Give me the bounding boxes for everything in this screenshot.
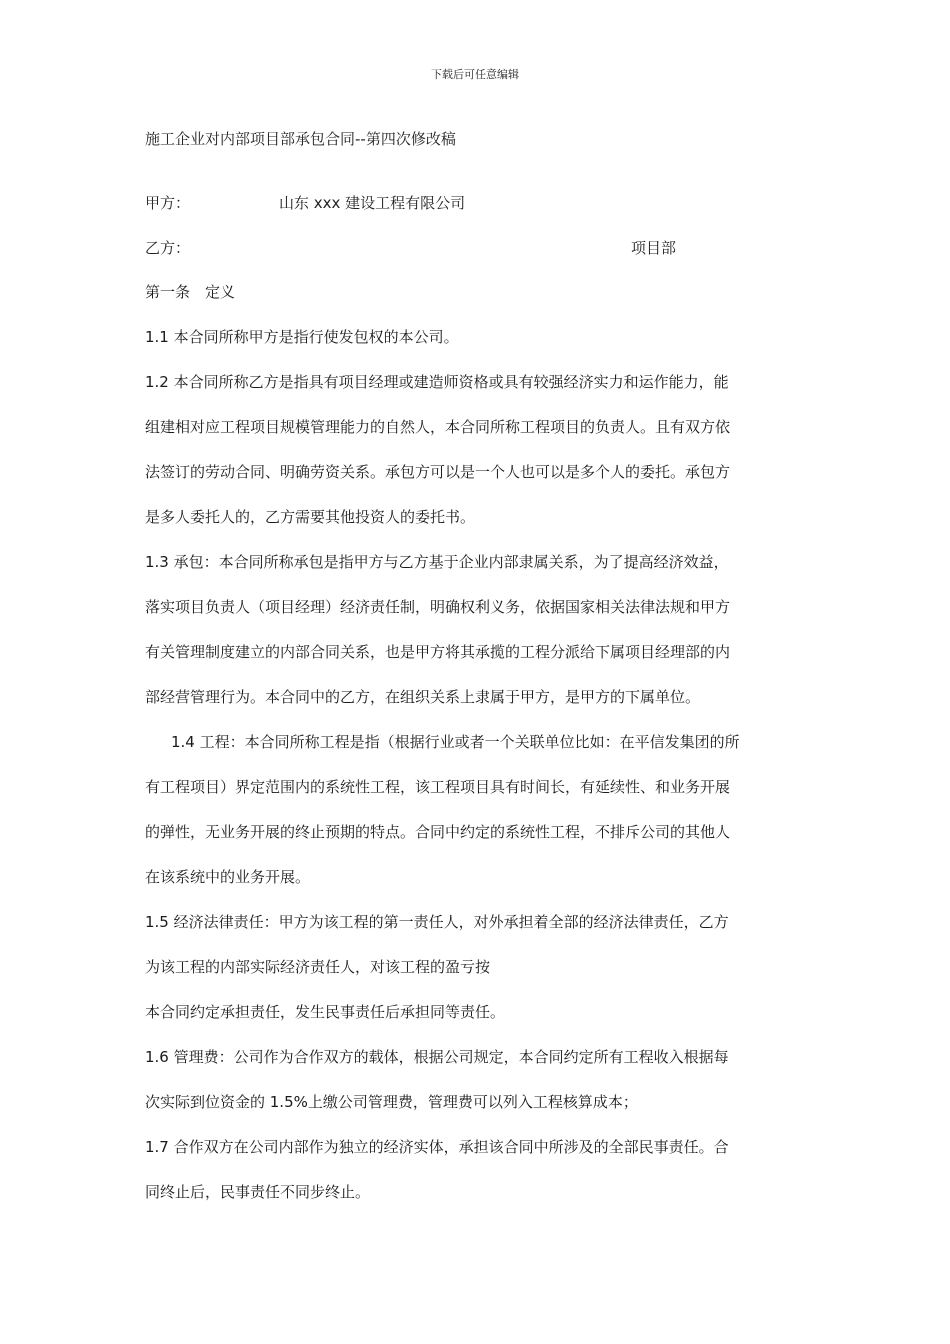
party-b-value: 项目部 [631, 239, 677, 257]
clause-line: 法签订的劳动合同、明确劳资关系。承包方可以是一个人也可以是多个人的委托。承包方 [145, 463, 731, 481]
clause-line: 有工程项目）界定范围内的系统性工程，该工程项目具有时间长，有延续性、和业务开展 [145, 778, 731, 796]
clause-line: 有关管理制度建立的内部合同关系，也是甲方将其承揽的工程分派给下属项目经理部的内 [145, 643, 731, 661]
clause-line: 组建相对应工程项目规模管理能力的自然人，本合同所称工程项目的负责人。且有双方依 [145, 418, 731, 436]
party-b-label: 乙方： [145, 239, 191, 257]
clause-line: 为该工程的内部实际经济责任人，对该工程的盈亏按 [145, 958, 491, 976]
clause-line: 部经营管理行为。本合同中的乙方，在组织关系上隶属于甲方，是甲方的下属单位。 [145, 688, 701, 706]
clause-line: 1.1 本合同所称甲方是指行使发包权的本公司。 [145, 328, 459, 346]
clause-line: 1.4 工程：本合同所称工程是指（根据行业或者一个关联单位比如：在平信发集团的所 [171, 733, 740, 751]
clause-line: 是多人委托人的，乙方需要其他投资人的委托书。 [145, 508, 476, 526]
clause-line: 次实际到位资金的 1.5%上缴公司管理费，管理费可以列入工程核算成本； [145, 1093, 638, 1111]
clause-line: 1.6 管理费：公司作为合作双方的载体，根据公司规定，本合同约定所有工程收入根据每 [145, 1048, 729, 1066]
clause-line: 1.7 合作双方在公司内部作为独立的经济实体，承担该合同中所涉及的全部民事责任。合 [145, 1138, 729, 1156]
clause-line: 1.3 承包：本合同所称承包是指甲方与乙方基于企业内部隶属关系，为了提高经济效益， [145, 553, 729, 571]
clause-line: 1.5 经济法律责任：甲方为该工程的第一责任人，对外承担着全部的经济法律责任，乙方 [145, 913, 729, 931]
clause-line: 落实项目负责人（项目经理）经济责任制，明确权利义务，依据国家相关法律法规和甲方 [145, 598, 731, 616]
article-heading: 第一条 定义 [145, 283, 236, 301]
clause-line: 本合同约定承担责任，发生民事责任后承担同等责任。 [145, 1003, 506, 1021]
contract-body [145, 270, 807, 1215]
party-a-value: 山东 xxx 建设工程有限公司 [279, 194, 466, 212]
party-a-label: 甲方： [145, 194, 191, 212]
clause-line: 1.2 本合同所称乙方是指具有项目经理或建造师资格或具有较强经济实力和运作能力，能 [145, 373, 729, 391]
page-header: 下载后可任意编辑 [431, 68, 519, 81]
clause-line: 的弹性，无业务开展的终止预期的特点。合同中约定的系统性工程，不排斥公司的其他人 [145, 823, 731, 841]
clause-line: 同终止后，民事责任不同步终止。 [145, 1183, 371, 1201]
clause-line: 在该系统中的业务开展。 [145, 868, 311, 886]
document-title: 施工企业对内部项目部承包合同--第四次修改稿 [145, 130, 456, 148]
